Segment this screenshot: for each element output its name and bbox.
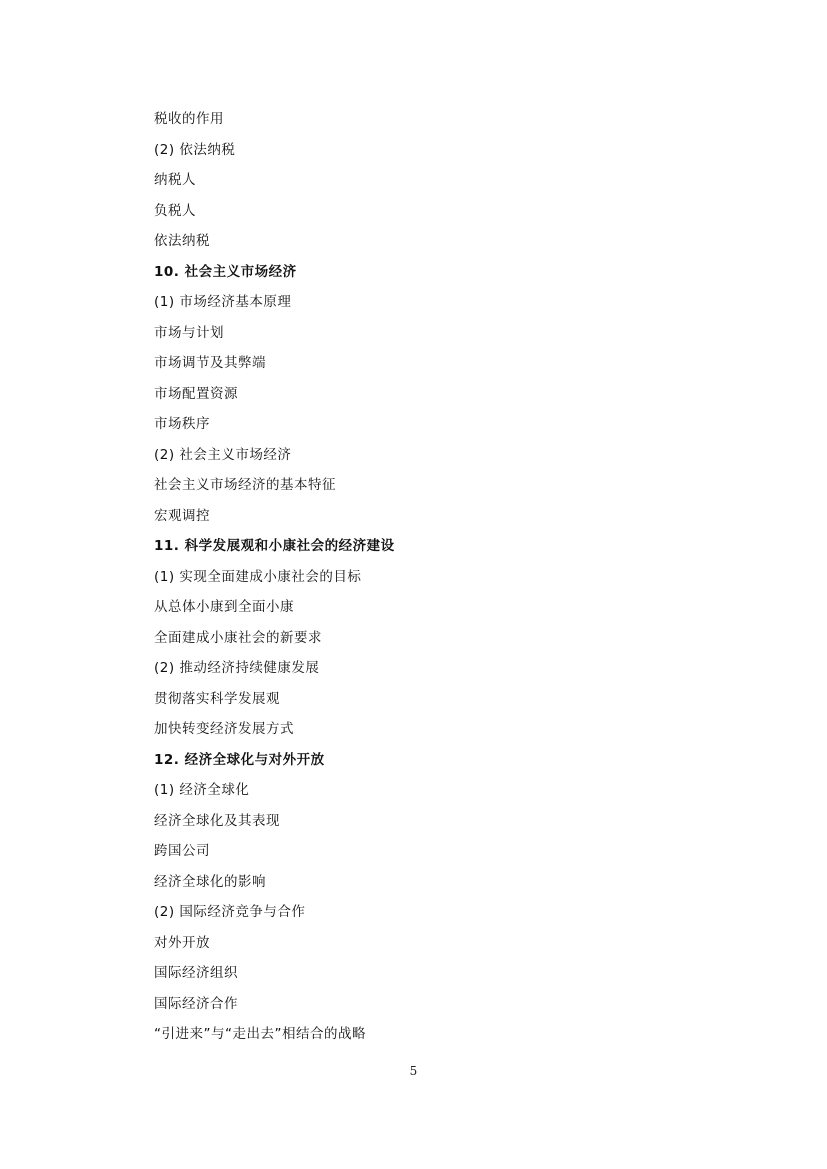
- outline-line: 市场与计划: [154, 324, 224, 341]
- outline-line: 依法纳税: [154, 233, 210, 249]
- outline-line: 税收的作用: [154, 111, 224, 127]
- section-heading: 11. 科学发展观和小康社会的经济建设: [154, 538, 395, 554]
- page-number: 5: [409, 1064, 418, 1078]
- outline-line: (1) 经济全球化: [154, 782, 250, 798]
- outline-line: 从总体小康到全面小康: [154, 599, 294, 615]
- outline-line: (2) 推动经济持续健康发展: [154, 660, 320, 676]
- outline-line: 经济全球化及其表现: [154, 812, 280, 829]
- outline-line: 国际经济合作: [154, 995, 238, 1012]
- outline-line: 负税人: [154, 202, 196, 219]
- outline-line: 市场秩序: [154, 416, 210, 432]
- outline-line: (2) 社会主义市场经济: [154, 446, 292, 463]
- outline-list: [154, 108, 754, 1054]
- outline-line: 跨国公司: [154, 843, 210, 859]
- outline-line: 宏观调控: [154, 507, 210, 524]
- outline-line: 纳税人: [154, 172, 196, 188]
- outline-line: 经济全球化的影响: [154, 873, 266, 890]
- outline-line: 全面建成小康社会的新要求: [154, 629, 322, 646]
- outline-line: 对外开放: [154, 934, 210, 951]
- outline-line: 社会主义市场经济的基本特征: [154, 477, 336, 493]
- outline-line: 市场配置资源: [154, 385, 238, 402]
- outline-line: (2) 依法纳税: [154, 141, 236, 158]
- outline-line: (2) 国际经济竞争与合作: [154, 904, 306, 920]
- outline-line: “引进来”与“走出去”相结合的战略: [154, 1026, 366, 1042]
- outline-line: 加快转变经济发展方式: [154, 721, 294, 737]
- outline-line: 贯彻落实科学发展观: [154, 690, 280, 707]
- section-heading: 12. 经济全球化与对外开放: [154, 751, 325, 768]
- outline-line: 国际经济组织: [154, 965, 238, 981]
- outline-line: (1) 市场经济基本原理: [154, 294, 292, 310]
- section-heading: 10. 社会主义市场经济: [154, 263, 297, 280]
- outline-line: (1) 实现全面建成小康社会的目标: [154, 568, 362, 585]
- outline-line: 市场调节及其弊端: [154, 355, 266, 371]
